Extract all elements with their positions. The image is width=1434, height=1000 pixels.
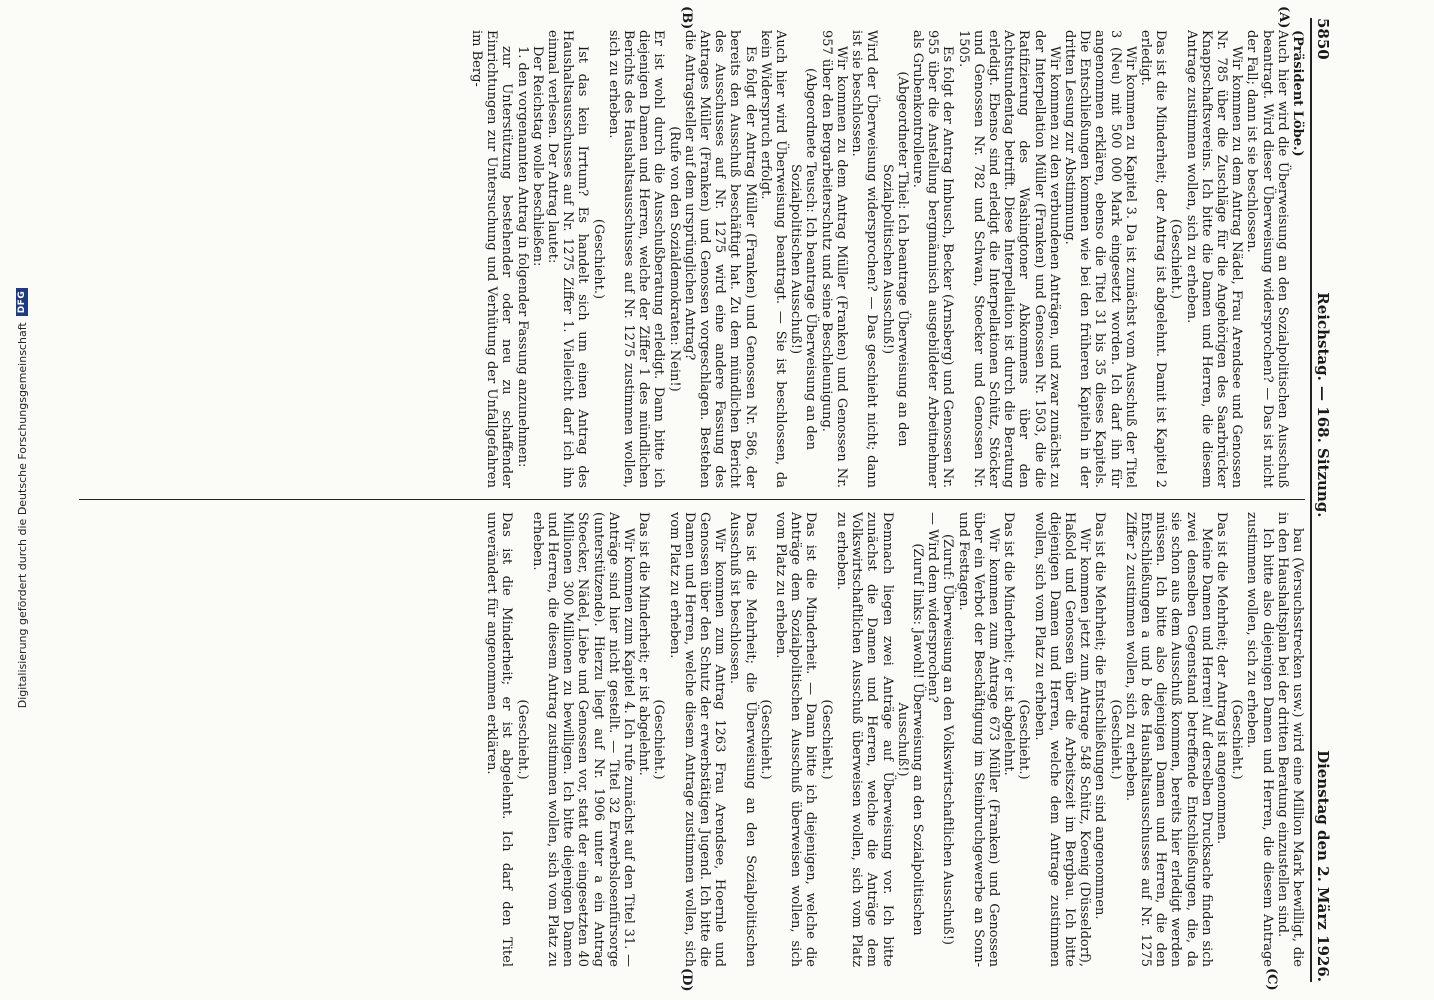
- margin-mark-b: (B): [679, 6, 694, 30]
- right-text-column: [67, 512, 1305, 967]
- paragraph: (Geschieht.): [651, 699, 667, 780]
- paragraph: (Rufe von den Sozialdemokraten: Nein!): [666, 126, 682, 392]
- session-date: Dienstag den 2. März 1926.: [1314, 750, 1333, 982]
- paragraph: (Geschieht.): [1168, 218, 1184, 300]
- paragraph: (Abgeordnete Teusch: Ich beantrage Überweisung an den Sozialpolitischen Ausschuß!): [788, 68, 819, 450]
- paragraph: Das ist die Mehrheit; die Überweisung an den Sozialpolitischen Ausschuß ist beschlossen.: [727, 512, 758, 967]
- paragraph: 1. den vorgenannten Antrag in folgender Fassung anzunehmen:: [514, 46, 530, 468]
- left-text-column: [67, 30, 1305, 488]
- paragraph: (Zuruf: Überweisung an den Volkswirtschaftlichen Ausschuß!): [940, 533, 956, 946]
- paragraph: Das ist die Minderheit; er ist abgelehnt.: [1001, 512, 1017, 776]
- paragraph: Wir kommen zum Kapitel 4. Ich rufe zunächst auf den Titel 31. — Anträge sind hier nicht gestellt. — Titel 32 Erwerbslosenfürsorge (unterstützende). Hierzu liegt auf Nr. 1906 unter a ein Antrag Stoecker, Nädel, Liebe und Genossen vor, statt der eingesetzten 40 Millionen 300 Millionen zu bewilligen. Ich bitte diejenigen Damen und Herren, die diesem Antrag zustimmen wollen, sich vom Platz zu erheben.: [529, 512, 637, 967]
- paragraph: Demnach liegen zwei Anträge auf Überweisung vor. Ich bitte zunächst die Damen und Herren, welche die Anträge dem Volkswirtschaftlichen Ausschuß überweisen wollen, sich vom Platz zu erheben.: [833, 512, 895, 967]
- paragraph: Das ist die Minderheit; der Antrag ist abgelehnt. Damit ist Kapitel 2 erledigt.: [1137, 30, 1169, 488]
- paragraph: Der Reichstag wolle beschließen:: [529, 46, 545, 267]
- paragraph: (Geschieht.): [1016, 699, 1032, 780]
- paragraph: Das ist die Minderheit; er ist abgelehnt. Ich darf den Titel unverändert für angenommen erklären.: [484, 512, 515, 967]
- paragraph: Das ist die Minderheit. — Dann bitte ich diejenigen, welche die Anträge dem Sozialpolitischen Ausschuß überweisen wollen, sich vom Platz zu erheben.: [773, 512, 819, 967]
- paragraph: Wir kommen zu Kapitel 3. Da ist zunächst vom Ausschuß der Titel 3 (Neu) mit 500 000 Mark eingesetzt worden. Ich darf ihn für angenommen erklären, ebenso die Titel 31 bis 35 dieses Kapitels. Die Entschließungen kommen wie bei den früheren Kapiteln in der dritten Lesung zur Abstimmung.: [1061, 30, 1138, 488]
- paragraph: Wir kommen zum Antrag 1263 Frau Arendsee, Hoernle und Genossen über den Schutz der erwerbstätigen Jugend. Ich bitte die Damen und Herren, welche diesem Antrage zustimmen wollen, sich vom Platz zu erheben.: [666, 512, 728, 967]
- page-header: [1310, 18, 1341, 982]
- paragraph: Wir kommen jetzt zum Antrage 548 Schütz, Koenig (Düsseldorf), Haßold und Genossen über die Arbeitszeit im Bergbau. Ich bitte diejenigen Damen und Herren, welche dem Antrage zustimmen wollen, sich vom Platz zu erheben.: [1031, 512, 1093, 967]
- paragraph: Das ist die Minderheit; er ist abgelehnt.: [636, 512, 652, 776]
- margin-mark-d: (D): [679, 968, 694, 992]
- paragraph: Wir kommen zu dem Antrag Nädel, Frau Arendsee und Genossen Nr. 785 über die Zuschläge für die Angehörigen des Saarbrücker Knappschaftsvereins. Ich bitte die Damen und Herren, die diesem Antrage zustimmen wollen, sich zu erheben.: [1183, 30, 1245, 488]
- rotated-page-content: [49, 0, 1349, 1000]
- paragraph: Das ist die Mehrheit; die Entschließungen sind angenommen.: [1092, 512, 1108, 920]
- column-divider: [79, 499, 1305, 500]
- paragraph: Es folgt der Antrag Müller (Franken) und Genossen Nr. 586, der bereits den Ausschuß beschäftigt hat. Zu dem mündlichen Bericht des Ausschusses auf Nr. 1275 wird eine andere Fassung des Antrages Müller (Franken) und Genossen vorgeschlagen. Bestehen die Antragsteller auf dem ursprünglichen Antrag?: [681, 30, 758, 488]
- paragraph: Er ist wohl durch die Ausschußberatung erledigt. Dann bitte ich diejenigen Damen und Herren, welche der Ziffer 1 des mündlichen Berichts des Haushaltsausschusses auf Nr. 1275 zustimmen wollen, sich zu erheben.: [605, 30, 667, 488]
- paragraph: Ist das kein Irrtum? Es handelt sich um einen Antrag des Haushaltsausschusses auf Nr. 1275 Ziffer 1. Vielleicht darf ich ihn einmal verlesen. Der Antrag lautet:: [545, 30, 591, 488]
- paragraph: (Geschieht.): [590, 218, 606, 300]
- paragraph: Meine Damen und Herren! Auf derselben Drucksache finden sich zwei denselben Gegenstand betreffende Entschließungen, die, da sie schon aus dem Ausschuß kommen, bereits hier erledigt werden müssen. Ich bitte also diejenigen Damen und Herren, die den Entschließungen a und b des Haushaltsausschusses auf Nr. 1275 Ziffer 2 zustimmen wollen, sich zu erheben.: [1122, 512, 1214, 967]
- paragraph: Wird der Überweisung widersprochen? — Das geschieht nicht; dann ist sie beschlossen.: [849, 30, 880, 488]
- digitization-credit: [12, 0, 32, 998]
- paragraph: Wir kommen zum Antrage 673 Müller (Franken) und Genossen über ein Verbot der Beschäftigung im Steinbruchgewerbe an Sonn- und Festtagen.: [955, 512, 1001, 967]
- paragraph: Wir kommen zu den verbundenen Anträgen, und zwar zunächst zu der Interpellation Müller (Franken) und Genossen Nr. 1503, die die Ratifizierung des Washingtoner Abkommens über den Achtstundentag betrifft. Diese Interpellation ist durch die Beratung erledigt. Ebenso sind erledigt die Interpellationen Schütz, Stöcker und Genossen Nr. 782 und Schwan, Stoecker und Genossen Nr. 1505.: [955, 30, 1062, 488]
- page-number: 5850: [1314, 18, 1333, 60]
- paragraph: (Abgeordneter Thiel: Ich beantrage Überweisung an den Sozialpolitischen Ausschuß!): [879, 71, 910, 447]
- paragraph: (Geschieht.): [1229, 699, 1245, 780]
- paragraph: (Geschieht.): [514, 699, 530, 780]
- paragraph: (Geschieht.): [818, 699, 834, 780]
- paragraph: Auch hier wird die Überweisung an den Sozialpolitischen Ausschuß beantragt. Wird dieser Überweisung widersprochen? — Das ist nicht der Fall; dann ist sie beschlossen.: [1244, 30, 1290, 488]
- paragraph: zur Unterstützung bestehender oder neu zu schaffender Einrichtungen zur Untersuchung und Verhütung der Unfallgefahren im Berg-: [469, 30, 515, 488]
- credit-text: Digitalisierung gefördert durch die Deutsche Forschungsgemeinschaft: [15, 322, 29, 709]
- paragraph: (Geschieht.): [1107, 699, 1123, 780]
- paragraph: (Geschieht.): [757, 699, 773, 780]
- paragraph: Ich bitte also diejenigen Damen und Herren, die diesem Antrage zustimmen wollen, sich zu erheben.: [1244, 512, 1275, 967]
- paragraph: Es folgt der Antrag Imbusch, Becker (Arnsberg) und Genossen Nr. 955 über die Anstellung bergmännisch ausgebildeter Arbeitnehmer als Grubenkontrolleure.: [909, 30, 956, 488]
- paragraph: (Präsident Löbe.): [1290, 30, 1305, 157]
- margin-mark-a: (A): [1276, 6, 1291, 29]
- margin-mark-c: (C): [1264, 968, 1279, 991]
- dfg-logo-icon: DFG: [16, 288, 28, 317]
- paragraph: Das ist die Mehrheit; der Antrag ist angenommen.: [1213, 512, 1229, 845]
- paragraph: — Wird dem widersprochen?: [925, 512, 941, 703]
- paragraph: bau (Versuchsstrecken usw.) wird eine Million Mark bewilligt, die in den Haushaltsplan bei der dritten Beratung einzustellen sind.: [1274, 512, 1305, 967]
- paragraph: Wir kommen zu dem Antrag Müller (Franken) und Genossen Nr. 957 über den Bergarbeiterschutz und seine Beschleunigung.: [818, 30, 849, 488]
- paragraph: (Zuruf links: Jawohl! Überweisung an den Sozialpolitischen Ausschuß!): [894, 543, 925, 936]
- session-title: Reichstag. — 168. Sitzung.: [1314, 292, 1333, 518]
- paragraph: Auch hier wird Überweisung beantragt. — Sie ist beschlossen, da kein Widerspruch erfolgt.: [757, 30, 789, 488]
